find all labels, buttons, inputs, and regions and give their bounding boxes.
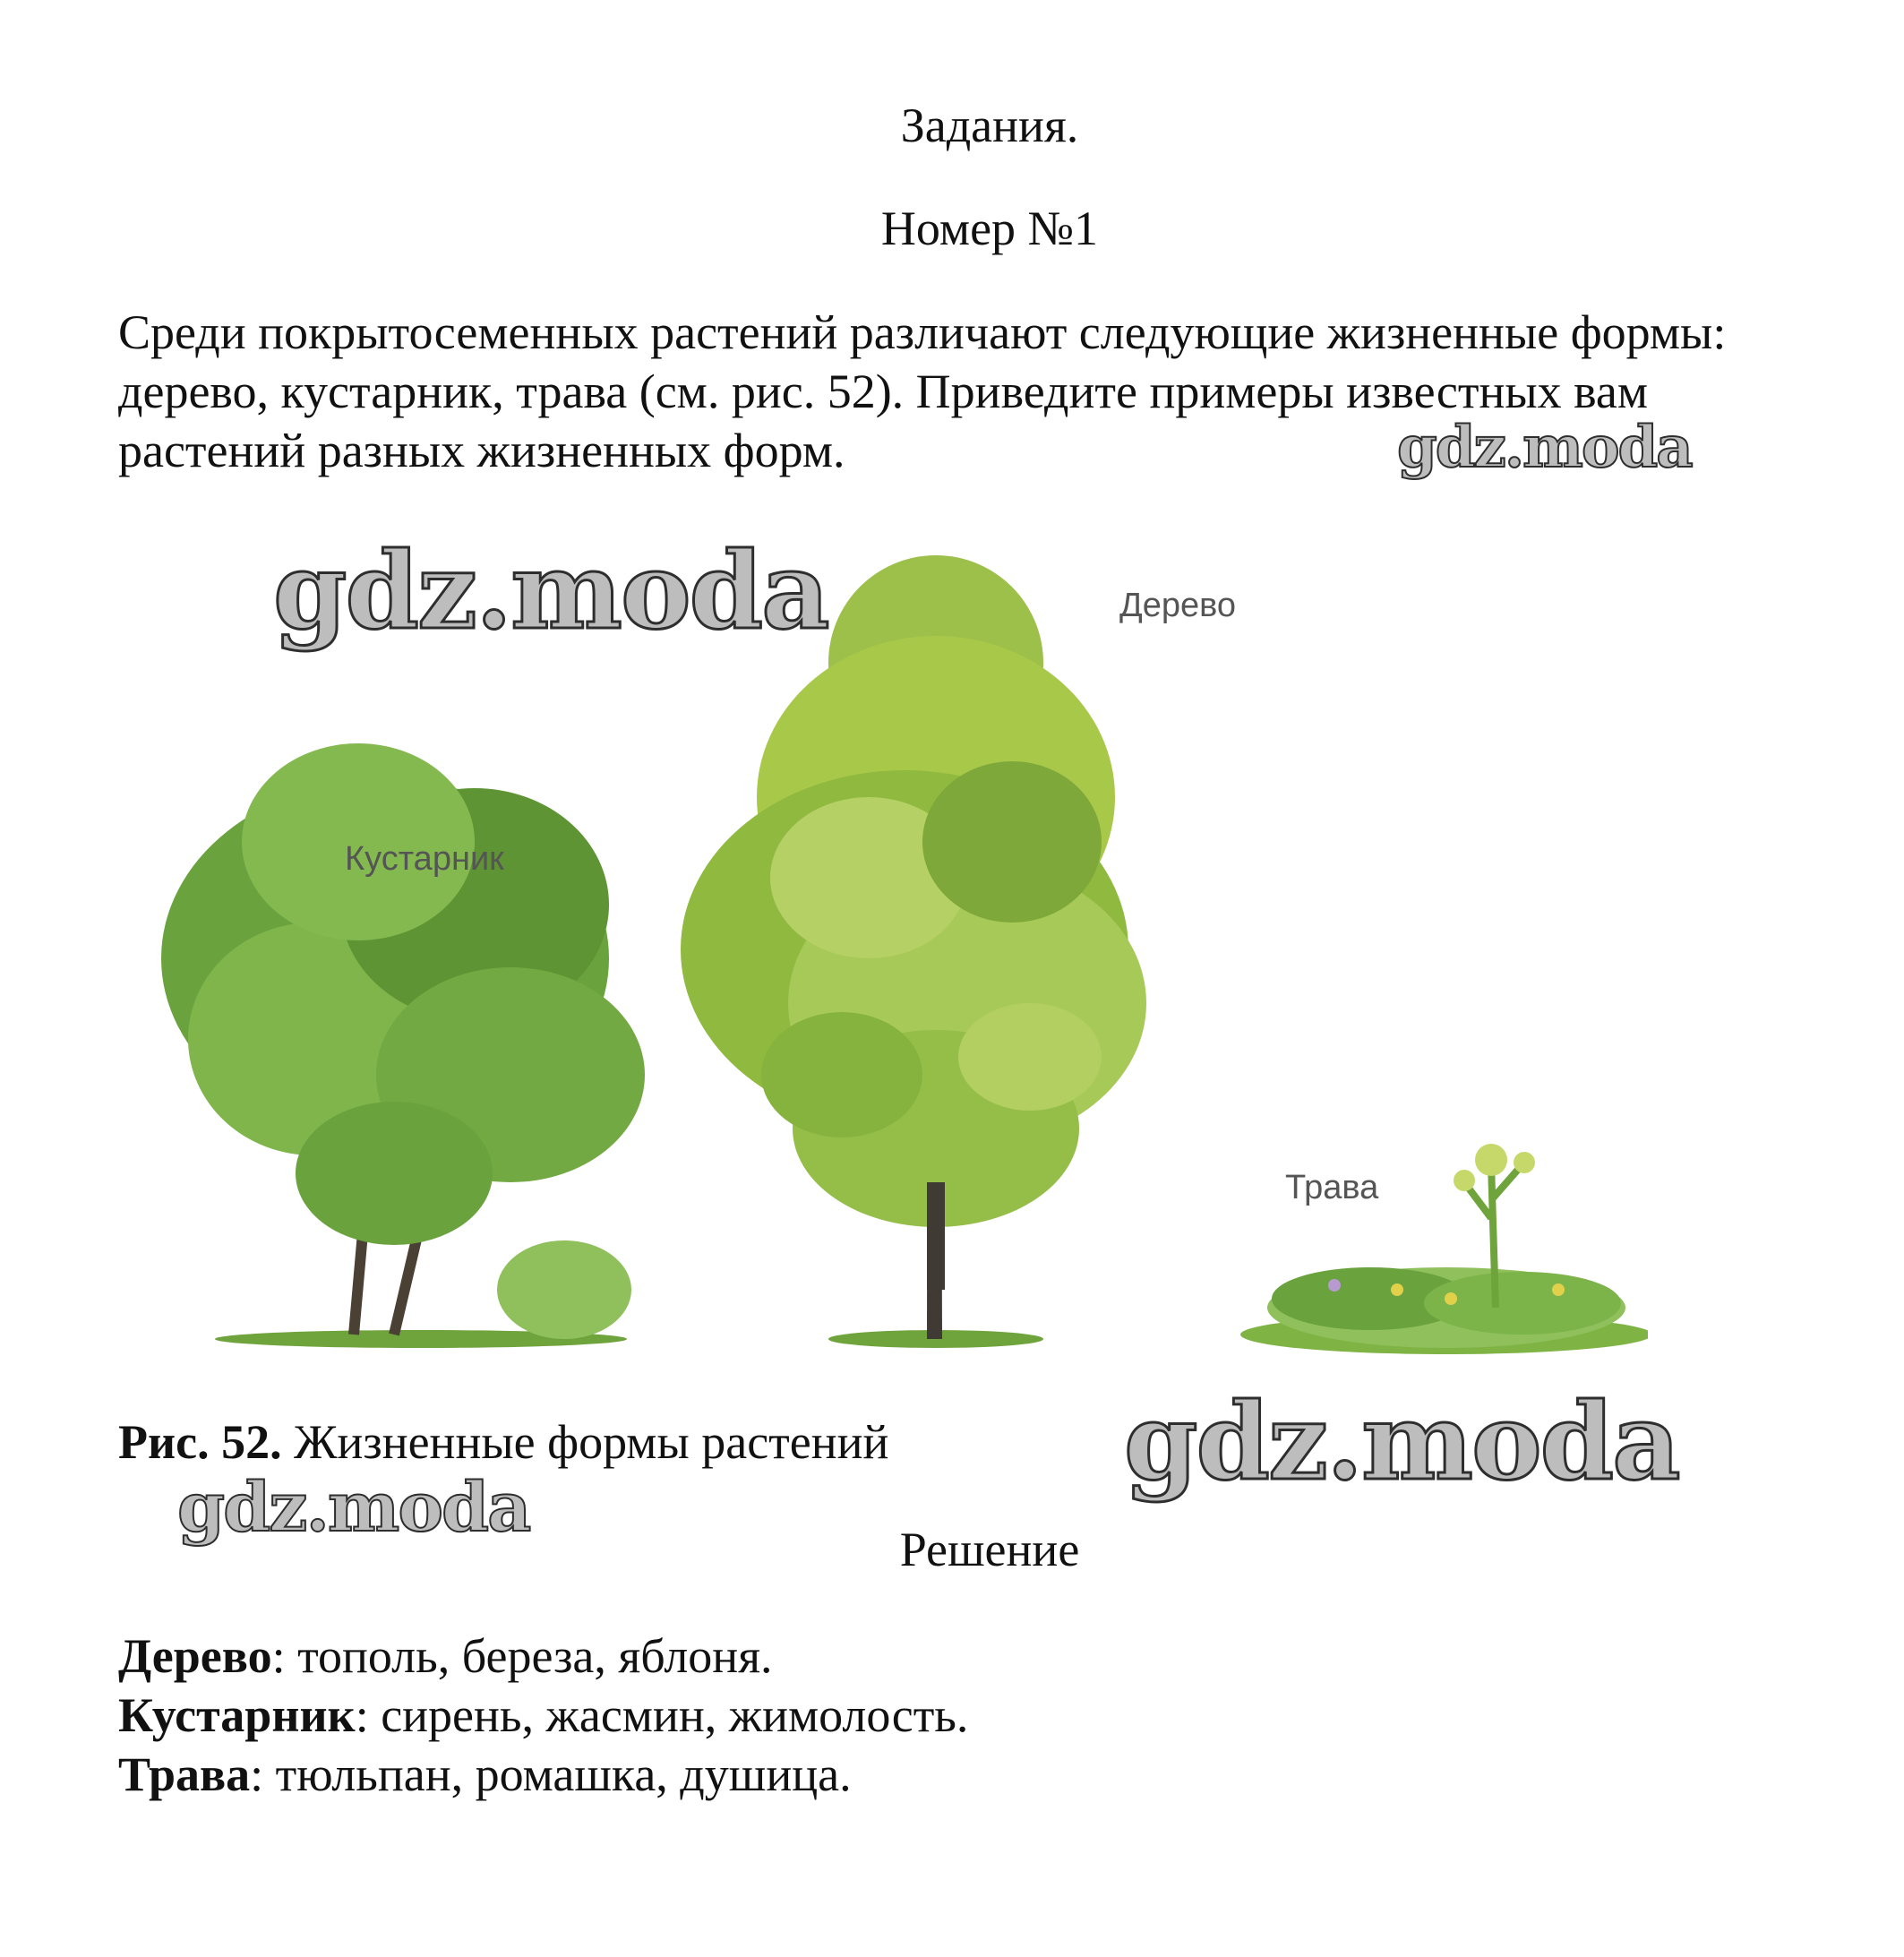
answer-row-grass	[118, 1745, 968, 1804]
solution-heading: Решение	[899, 1523, 1080, 1576]
shrub-label: Кустарник	[345, 840, 504, 878]
answer-term: Кустарник	[118, 1688, 356, 1742]
watermark: gdz.moda	[1397, 414, 1692, 481]
watermark: gdz.moda	[177, 1467, 530, 1547]
task-text: Среди покрытосеменных растений различают следующие жизненные формы: дерево, кустарник, трава (см. рис. 52). Приведите примеры известных вам растений разных жизненных форм.	[118, 305, 1727, 477]
answer-row-tree	[118, 1627, 968, 1686]
caption-text: Жизненные формы растений	[281, 1415, 889, 1469]
answer-list	[118, 1627, 968, 1804]
answer-text: : тополь, береза, яблоня.	[271, 1629, 773, 1683]
tree-drawing	[681, 555, 1146, 1339]
shrub-drawing	[161, 743, 645, 1339]
watermark: gdz.moda	[273, 528, 828, 653]
grass-label: Трава	[1285, 1169, 1379, 1206]
answer-row-shrub	[118, 1686, 968, 1745]
answer-text: : сирень, жасмин, жимолость.	[355, 1688, 969, 1742]
page-title: Задания.	[900, 99, 1079, 152]
answer-term: Дерево	[118, 1629, 272, 1683]
answer-term: Трава	[118, 1747, 251, 1801]
answer-text: : тюльпан, ромашка, душица.	[250, 1747, 852, 1801]
caption-number: Рис. 52.	[118, 1415, 282, 1469]
tree-label: Дерево	[1119, 587, 1237, 624]
watermark: gdz.moda	[1124, 1379, 1679, 1504]
figure-caption	[118, 1415, 888, 1469]
task-number: Номер №1	[880, 202, 1099, 255]
